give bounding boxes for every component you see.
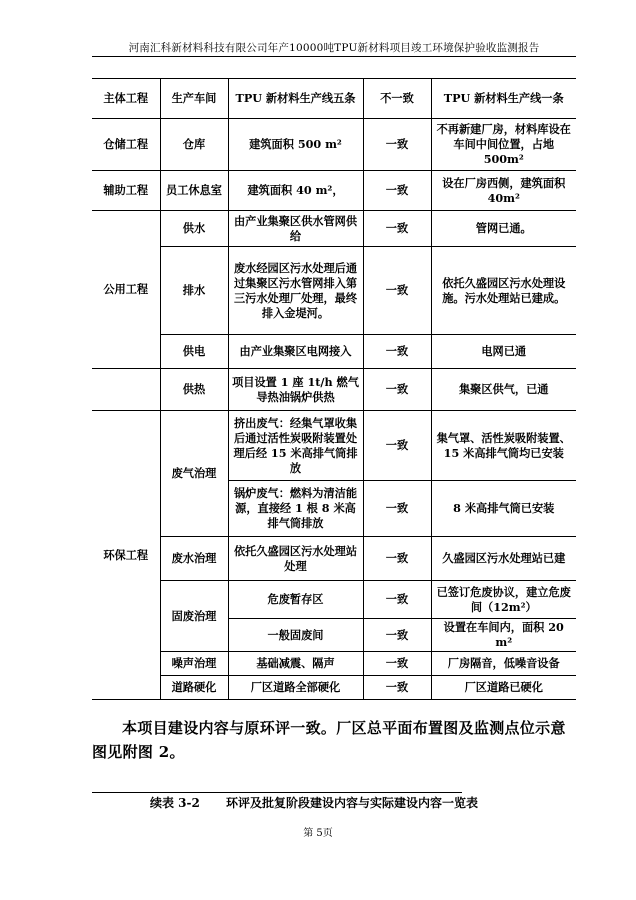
consistency-cell: 一致 xyxy=(363,411,431,481)
consistency-cell: 一致 xyxy=(363,369,431,411)
table-row xyxy=(92,247,576,335)
header-rule xyxy=(92,56,576,57)
actual-cell: 设在厂房西侧，建筑面积40m² xyxy=(431,171,576,211)
consistency-cell: 一致 xyxy=(363,652,431,676)
eia-cell: 基础减震、隔声 xyxy=(228,652,363,676)
eia-cell: 由产业集聚区供水管网供给 xyxy=(228,211,363,247)
workshop-cell: 道路硬化 xyxy=(160,676,228,700)
actual-cell: 厂区道路已硬化 xyxy=(431,676,576,700)
actual-cell: 不再新建厂房，材料库设在车间中间位置，占地500m² xyxy=(431,119,576,171)
workshop-cell: 废水治理 xyxy=(160,537,228,581)
actual-cell: 设置在车间内，面积 20 m² xyxy=(431,619,576,652)
col-header-consistency: 不一致 xyxy=(363,79,431,119)
table-row xyxy=(92,369,576,411)
caption-rule xyxy=(92,792,462,793)
table-row xyxy=(92,581,576,619)
col-header-actual-lines: TPU 新材料生产线一条 xyxy=(431,79,576,119)
category-cell: 环保工程 xyxy=(92,411,160,700)
workshop-cell: 员工休息室 xyxy=(160,171,228,211)
actual-cell: 电网已通 xyxy=(431,335,576,369)
category-cell: 辅助工程 xyxy=(92,171,160,211)
eia-cell: 依托久盛园区污水处理站处理 xyxy=(228,537,363,581)
summary-paragraph: 本项目建设内容与原环评一致。厂区总平面布置图及监测点位示意图见附图 2。 xyxy=(92,719,566,761)
eia-cell: 建筑面积 500 m² xyxy=(228,119,363,171)
eia-cell: 由产业集聚区电网接入 xyxy=(228,335,363,369)
consistency-cell: 一致 xyxy=(363,211,431,247)
actual-cell: 厂房隔音，低噪音设备 xyxy=(431,652,576,676)
actual-cell: 8 米高排气筒已安装 xyxy=(431,481,576,537)
continued-table-caption xyxy=(150,794,478,811)
table-row xyxy=(92,676,576,700)
eia-cell: 建筑面积 40 m²， xyxy=(228,171,363,211)
category-cell: 公用工程 xyxy=(92,211,160,369)
workshop-cell: 废气治理 xyxy=(160,411,228,537)
eia-cell: 危废暂存区 xyxy=(228,581,363,619)
actual-cell: 已签订危废协议，建立危废间（12m²） xyxy=(431,581,576,619)
eia-cell: 锅炉废气：燃料为清洁能源，直接经 1 根 8 米高排气筒排放 xyxy=(228,481,363,537)
continued-table-number: 续表 3-2 xyxy=(150,796,200,810)
consistency-cell: 一致 xyxy=(363,481,431,537)
workshop-cell: 排水 xyxy=(160,247,228,335)
actual-cell: 依托久盛园区污水处理设施。污水处理站已建成。 xyxy=(431,247,576,335)
consistency-cell: 一致 xyxy=(363,676,431,700)
actual-cell: 管网已通。 xyxy=(431,211,576,247)
workshop-cell: 噪声治理 xyxy=(160,652,228,676)
col-header-main-project: 主体工程 xyxy=(92,79,160,119)
table-row xyxy=(92,119,576,171)
consistency-cell: 一致 xyxy=(363,247,431,335)
workshop-cell: 固废治理 xyxy=(160,581,228,652)
actual-cell: 久盛园区污水处理站已建 xyxy=(431,537,576,581)
consistency-cell: 一致 xyxy=(363,119,431,171)
table-row xyxy=(92,171,576,211)
table-row xyxy=(92,335,576,369)
eia-cell: 废水经园区污水处理后通过集聚区污水管网排入第三污水处理厂处理，最终排入金堤河。 xyxy=(228,247,363,335)
actual-cell: 集气罩、活性炭吸附装置、15 米高排气筒均已安装 xyxy=(431,411,576,481)
workshop-cell: 供热 xyxy=(160,369,228,411)
table-row xyxy=(92,537,576,581)
category-cell: 仓储工程 xyxy=(92,119,160,171)
eia-cell: 厂区道路全部硬化 xyxy=(228,676,363,700)
construction-content-table xyxy=(92,78,576,700)
page-header: 河南汇科新材料科技有限公司年产10000吨TPU新材料项目竣工环境保护验收监测报告 xyxy=(128,42,540,54)
workshop-cell: 仓库 xyxy=(160,119,228,171)
table-header-row xyxy=(92,79,576,119)
eia-cell: 一般固废间 xyxy=(228,619,363,652)
page-number: 第 5页 xyxy=(303,828,333,839)
consistency-cell: 一致 xyxy=(363,581,431,619)
consistency-cell: 一致 xyxy=(363,537,431,581)
col-header-eia-lines: TPU 新材料生产线五条 xyxy=(228,79,363,119)
actual-cell: 集聚区供气，已通 xyxy=(431,369,576,411)
table-row xyxy=(92,411,576,481)
col-header-workshop: 生产车间 xyxy=(160,79,228,119)
eia-cell: 项目设置 1 座 1t/h 燃气导热油锅炉供热 xyxy=(228,369,363,411)
consistency-cell: 一致 xyxy=(363,619,431,652)
eia-cell: 挤出废气：经集气罩收集后通过活性炭吸附装置处理后经 15 米高排气筒排放 xyxy=(228,411,363,481)
continued-table-title: 环评及批复阶段建设内容与实际建设内容一览表 xyxy=(226,796,479,810)
consistency-cell: 一致 xyxy=(363,335,431,369)
table-row xyxy=(92,211,576,247)
table-row xyxy=(92,652,576,676)
workshop-cell: 供水 xyxy=(160,211,228,247)
consistency-cell: 一致 xyxy=(363,171,431,211)
category-cell xyxy=(92,369,160,411)
workshop-cell: 供电 xyxy=(160,335,228,369)
